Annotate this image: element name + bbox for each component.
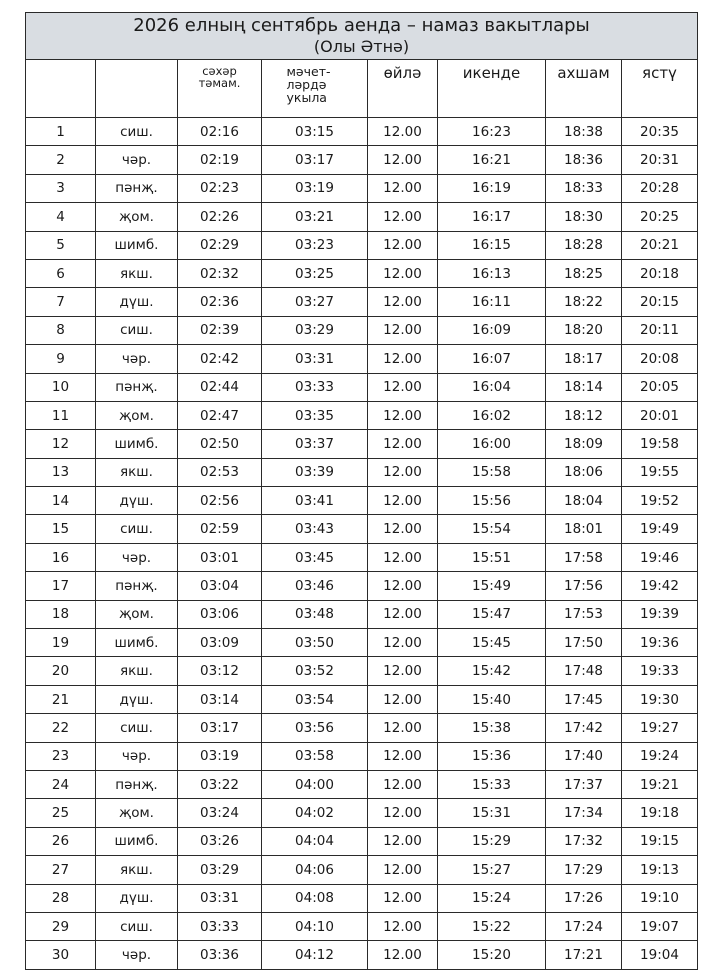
- mosque-cell: 03:15: [262, 118, 368, 146]
- weekday-cell: якш.: [96, 259, 178, 287]
- weekday-cell: сиш.: [96, 912, 178, 940]
- akhsham-cell: 17:40: [546, 742, 622, 770]
- akhsham-cell: 17:29: [546, 856, 622, 884]
- table-row: [26, 231, 698, 259]
- table-title: [26, 13, 698, 60]
- oila-cell: 12.00: [368, 401, 438, 429]
- mosque-cell: 04:04: [262, 827, 368, 855]
- day-cell: 10: [26, 373, 96, 401]
- akhsham-cell: 18:28: [546, 231, 622, 259]
- ikende-cell: 16:17: [438, 203, 546, 231]
- sahar-cell: 02:47: [178, 401, 262, 429]
- day-cell: 19: [26, 629, 96, 657]
- weekday-cell: пәнҗ.: [96, 770, 178, 798]
- table-row: [26, 572, 698, 600]
- yastu-cell: 19:33: [622, 657, 698, 685]
- sahar-cell: 02:16: [178, 118, 262, 146]
- yastu-cell: 20:18: [622, 259, 698, 287]
- oila-cell: 12.00: [368, 288, 438, 316]
- sahar-cell: 02:59: [178, 515, 262, 543]
- oila-cell: 12.00: [368, 146, 438, 174]
- yastu-cell: 20:21: [622, 231, 698, 259]
- weekday-cell: дүш.: [96, 685, 178, 713]
- sahar-cell: 02:39: [178, 316, 262, 344]
- mosque-cell: 03:43: [262, 515, 368, 543]
- ikende-cell: 15:40: [438, 685, 546, 713]
- akhsham-cell: 18:38: [546, 118, 622, 146]
- oila-cell: 12.00: [368, 799, 438, 827]
- day-cell: 21: [26, 685, 96, 713]
- akhsham-cell: 17:48: [546, 657, 622, 685]
- table-row: [26, 288, 698, 316]
- oila-cell: 12.00: [368, 373, 438, 401]
- yastu-cell: 20:05: [622, 373, 698, 401]
- table-body: [26, 118, 698, 970]
- table-row: [26, 770, 698, 798]
- weekday-cell: җом.: [96, 401, 178, 429]
- table-row: [26, 401, 698, 429]
- header-mosque-label: мәчет-ләрдә укыла: [286, 64, 331, 105]
- oila-cell: 12.00: [368, 515, 438, 543]
- ikende-cell: 16:02: [438, 401, 546, 429]
- ikende-cell: 16:13: [438, 259, 546, 287]
- oila-cell: 12.00: [368, 118, 438, 146]
- prayer-times-sheet: [25, 12, 697, 970]
- weekday-cell: сиш.: [96, 515, 178, 543]
- weekday-cell: якш.: [96, 856, 178, 884]
- mosque-cell: 04:12: [262, 941, 368, 969]
- sahar-cell: 02:50: [178, 430, 262, 458]
- oila-cell: 12.00: [368, 487, 438, 515]
- mosque-cell: 03:23: [262, 231, 368, 259]
- ikende-cell: 15:24: [438, 884, 546, 912]
- yastu-cell: 19:21: [622, 770, 698, 798]
- sahar-cell: 03:26: [178, 827, 262, 855]
- table-row: [26, 174, 698, 202]
- mosque-cell: 03:35: [262, 401, 368, 429]
- weekday-cell: җом.: [96, 600, 178, 628]
- akhsham-cell: 17:24: [546, 912, 622, 940]
- mosque-cell: 03:52: [262, 657, 368, 685]
- table-row: [26, 629, 698, 657]
- mosque-cell: 03:37: [262, 430, 368, 458]
- yastu-cell: 19:52: [622, 487, 698, 515]
- sahar-cell: 03:33: [178, 912, 262, 940]
- weekday-cell: сиш.: [96, 316, 178, 344]
- yastu-cell: 19:18: [622, 799, 698, 827]
- weekday-cell: шимб.: [96, 629, 178, 657]
- yastu-cell: 19:39: [622, 600, 698, 628]
- mosque-cell: 03:56: [262, 714, 368, 742]
- mosque-cell: 03:39: [262, 458, 368, 486]
- weekday-cell: пәнҗ.: [96, 572, 178, 600]
- akhsham-cell: 17:34: [546, 799, 622, 827]
- weekday-cell: җом.: [96, 203, 178, 231]
- table-row: [26, 515, 698, 543]
- yastu-cell: 19:07: [622, 912, 698, 940]
- mosque-cell: 03:29: [262, 316, 368, 344]
- ikende-cell: 15:29: [438, 827, 546, 855]
- day-cell: 12: [26, 430, 96, 458]
- mosque-cell: 03:54: [262, 685, 368, 713]
- day-cell: 27: [26, 856, 96, 884]
- table-row: [26, 912, 698, 940]
- yastu-cell: 20:11: [622, 316, 698, 344]
- table-row: [26, 118, 698, 146]
- weekday-cell: җом.: [96, 799, 178, 827]
- oila-cell: 12.00: [368, 941, 438, 969]
- table-row: [26, 799, 698, 827]
- akhsham-cell: 18:12: [546, 401, 622, 429]
- sahar-cell: 03:09: [178, 629, 262, 657]
- akhsham-cell: 18:30: [546, 203, 622, 231]
- oila-cell: 12.00: [368, 259, 438, 287]
- yastu-cell: 19:27: [622, 714, 698, 742]
- ikende-cell: 16:15: [438, 231, 546, 259]
- day-cell: 9: [26, 345, 96, 373]
- weekday-cell: шимб.: [96, 827, 178, 855]
- ikende-cell: 15:49: [438, 572, 546, 600]
- sahar-cell: 03:36: [178, 941, 262, 969]
- weekday-cell: пәнҗ.: [96, 373, 178, 401]
- day-cell: 29: [26, 912, 96, 940]
- mosque-cell: 03:48: [262, 600, 368, 628]
- sahar-cell: 02:44: [178, 373, 262, 401]
- title-line-2: (Олы Әтнә): [313, 37, 410, 56]
- table-row: [26, 203, 698, 231]
- table-row: [26, 685, 698, 713]
- yastu-cell: 19:13: [622, 856, 698, 884]
- weekday-cell: шимб.: [96, 231, 178, 259]
- oila-cell: 12.00: [368, 657, 438, 685]
- day-cell: 4: [26, 203, 96, 231]
- oila-cell: 12.00: [368, 430, 438, 458]
- mosque-cell: 03:50: [262, 629, 368, 657]
- sahar-cell: 02:36: [178, 288, 262, 316]
- ikende-cell: 16:04: [438, 373, 546, 401]
- header-ikende: икенде: [438, 60, 546, 118]
- table-row: [26, 827, 698, 855]
- ikende-cell: 15:27: [438, 856, 546, 884]
- table-row: [26, 856, 698, 884]
- table-row: [26, 345, 698, 373]
- oila-cell: 12.00: [368, 543, 438, 571]
- ikende-cell: 15:31: [438, 799, 546, 827]
- day-cell: 13: [26, 458, 96, 486]
- yastu-cell: 19:58: [622, 430, 698, 458]
- yastu-cell: 19:42: [622, 572, 698, 600]
- day-cell: 1: [26, 118, 96, 146]
- day-cell: 3: [26, 174, 96, 202]
- table-row: [26, 430, 698, 458]
- oila-cell: 12.00: [368, 827, 438, 855]
- oila-cell: 12.00: [368, 714, 438, 742]
- yastu-cell: 20:01: [622, 401, 698, 429]
- weekday-cell: дүш.: [96, 487, 178, 515]
- sahar-cell: 03:12: [178, 657, 262, 685]
- day-cell: 20: [26, 657, 96, 685]
- table-row: [26, 487, 698, 515]
- mosque-cell: 03:27: [262, 288, 368, 316]
- weekday-cell: якш.: [96, 458, 178, 486]
- mosque-cell: 03:31: [262, 345, 368, 373]
- sahar-cell: 03:31: [178, 884, 262, 912]
- header-oila: өйлә: [368, 60, 438, 118]
- akhsham-cell: 18:01: [546, 515, 622, 543]
- yastu-cell: 19:46: [622, 543, 698, 571]
- ikende-cell: 15:36: [438, 742, 546, 770]
- akhsham-cell: 17:32: [546, 827, 622, 855]
- oila-cell: 12.00: [368, 203, 438, 231]
- weekday-cell: чәр.: [96, 543, 178, 571]
- mosque-cell: 03:46: [262, 572, 368, 600]
- day-cell: 25: [26, 799, 96, 827]
- akhsham-cell: 17:45: [546, 685, 622, 713]
- ikende-cell: 15:42: [438, 657, 546, 685]
- day-cell: 24: [26, 770, 96, 798]
- akhsham-cell: 17:21: [546, 941, 622, 969]
- prayer-times-table: [25, 12, 698, 970]
- sahar-cell: 03:24: [178, 799, 262, 827]
- oila-cell: 12.00: [368, 231, 438, 259]
- oila-cell: 12.00: [368, 458, 438, 486]
- mosque-cell: 04:10: [262, 912, 368, 940]
- day-cell: 17: [26, 572, 96, 600]
- table-row: [26, 458, 698, 486]
- akhsham-cell: 17:26: [546, 884, 622, 912]
- mosque-cell: 03:19: [262, 174, 368, 202]
- sahar-cell: 02:29: [178, 231, 262, 259]
- mosque-cell: 04:06: [262, 856, 368, 884]
- weekday-cell: чәр.: [96, 345, 178, 373]
- day-cell: 7: [26, 288, 96, 316]
- column-header-row: [26, 60, 698, 118]
- akhsham-cell: 17:56: [546, 572, 622, 600]
- mosque-cell: 03:58: [262, 742, 368, 770]
- weekday-cell: сиш.: [96, 714, 178, 742]
- akhsham-cell: 18:20: [546, 316, 622, 344]
- sahar-cell: 02:23: [178, 174, 262, 202]
- sahar-cell: 02:19: [178, 146, 262, 174]
- table-row: [26, 742, 698, 770]
- weekday-cell: сиш.: [96, 118, 178, 146]
- oila-cell: 12.00: [368, 884, 438, 912]
- mosque-cell: 03:21: [262, 203, 368, 231]
- day-cell: 11: [26, 401, 96, 429]
- table-row: [26, 259, 698, 287]
- akhsham-cell: 17:53: [546, 600, 622, 628]
- ikende-cell: 16:21: [438, 146, 546, 174]
- sahar-cell: 02:56: [178, 487, 262, 515]
- akhsham-cell: 18:17: [546, 345, 622, 373]
- akhsham-cell: 18:36: [546, 146, 622, 174]
- ikende-cell: 15:58: [438, 458, 546, 486]
- weekday-cell: дүш.: [96, 288, 178, 316]
- ikende-cell: 16:19: [438, 174, 546, 202]
- title-line-1: 2026 елның сентябрь аенда – намаз вакытлары: [133, 15, 590, 36]
- day-cell: 22: [26, 714, 96, 742]
- sahar-cell: 03:29: [178, 856, 262, 884]
- mosque-cell: 03:41: [262, 487, 368, 515]
- mosque-cell: 04:08: [262, 884, 368, 912]
- oila-cell: 12.00: [368, 856, 438, 884]
- table-row: [26, 373, 698, 401]
- yastu-cell: 19:24: [622, 742, 698, 770]
- akhsham-cell: 18:04: [546, 487, 622, 515]
- sahar-cell: 03:01: [178, 543, 262, 571]
- akhsham-cell: 17:58: [546, 543, 622, 571]
- akhsham-cell: 17:37: [546, 770, 622, 798]
- yastu-cell: 19:30: [622, 685, 698, 713]
- table-row: [26, 714, 698, 742]
- weekday-cell: шимб.: [96, 430, 178, 458]
- day-cell: 5: [26, 231, 96, 259]
- sahar-cell: 03:17: [178, 714, 262, 742]
- akhsham-cell: 18:06: [546, 458, 622, 486]
- yastu-cell: 20:31: [622, 146, 698, 174]
- table-row: [26, 941, 698, 969]
- table-row: [26, 657, 698, 685]
- yastu-cell: 19:04: [622, 941, 698, 969]
- weekday-cell: дүш.: [96, 884, 178, 912]
- ikende-cell: 15:54: [438, 515, 546, 543]
- header-day: [26, 60, 96, 118]
- header-yastu: ястү: [622, 60, 698, 118]
- day-cell: 8: [26, 316, 96, 344]
- ikende-cell: 15:51: [438, 543, 546, 571]
- yastu-cell: 19:49: [622, 515, 698, 543]
- yastu-cell: 20:28: [622, 174, 698, 202]
- yastu-cell: 20:15: [622, 288, 698, 316]
- day-cell: 15: [26, 515, 96, 543]
- oila-cell: 12.00: [368, 345, 438, 373]
- oila-cell: 12.00: [368, 174, 438, 202]
- header-mosque: [262, 60, 368, 118]
- mosque-cell: 03:45: [262, 543, 368, 571]
- header-sahar: [178, 60, 262, 118]
- day-cell: 28: [26, 884, 96, 912]
- mosque-cell: 03:33: [262, 373, 368, 401]
- oila-cell: 12.00: [368, 770, 438, 798]
- mosque-cell: 03:17: [262, 146, 368, 174]
- akhsham-cell: 18:09: [546, 430, 622, 458]
- day-cell: 14: [26, 487, 96, 515]
- table-row: [26, 146, 698, 174]
- header-akhsham: ахшам: [546, 60, 622, 118]
- sahar-cell: 02:42: [178, 345, 262, 373]
- table-row: [26, 316, 698, 344]
- weekday-cell: чәр.: [96, 941, 178, 969]
- sahar-cell: 02:53: [178, 458, 262, 486]
- oila-cell: 12.00: [368, 912, 438, 940]
- yastu-cell: 19:15: [622, 827, 698, 855]
- akhsham-cell: 17:50: [546, 629, 622, 657]
- yastu-cell: 19:10: [622, 884, 698, 912]
- table-row: [26, 543, 698, 571]
- ikende-cell: 16:23: [438, 118, 546, 146]
- header-weekday: [96, 60, 178, 118]
- oila-cell: 12.00: [368, 600, 438, 628]
- ikende-cell: 15:45: [438, 629, 546, 657]
- mosque-cell: 04:00: [262, 770, 368, 798]
- sahar-cell: 03:22: [178, 770, 262, 798]
- oila-cell: 12.00: [368, 685, 438, 713]
- title-row: [26, 13, 698, 60]
- weekday-cell: чәр.: [96, 742, 178, 770]
- day-cell: 18: [26, 600, 96, 628]
- ikende-cell: 15:22: [438, 912, 546, 940]
- ikende-cell: 16:00: [438, 430, 546, 458]
- ikende-cell: 15:47: [438, 600, 546, 628]
- yastu-cell: 19:36: [622, 629, 698, 657]
- akhsham-cell: 18:25: [546, 259, 622, 287]
- ikende-cell: 15:20: [438, 941, 546, 969]
- ikende-cell: 16:07: [438, 345, 546, 373]
- sahar-cell: 03:14: [178, 685, 262, 713]
- day-cell: 16: [26, 543, 96, 571]
- yastu-cell: 20:08: [622, 345, 698, 373]
- oila-cell: 12.00: [368, 316, 438, 344]
- ikende-cell: 15:33: [438, 770, 546, 798]
- oila-cell: 12.00: [368, 629, 438, 657]
- akhsham-cell: 18:33: [546, 174, 622, 202]
- day-cell: 30: [26, 941, 96, 969]
- day-cell: 23: [26, 742, 96, 770]
- oila-cell: 12.00: [368, 742, 438, 770]
- sahar-cell: 02:26: [178, 203, 262, 231]
- ikende-cell: 16:09: [438, 316, 546, 344]
- oila-cell: 12.00: [368, 572, 438, 600]
- table-row: [26, 884, 698, 912]
- ikende-cell: 16:11: [438, 288, 546, 316]
- akhsham-cell: 17:42: [546, 714, 622, 742]
- sahar-cell: 03:06: [178, 600, 262, 628]
- sahar-cell: 03:04: [178, 572, 262, 600]
- day-cell: 26: [26, 827, 96, 855]
- mosque-cell: 04:02: [262, 799, 368, 827]
- sahar-cell: 03:19: [178, 742, 262, 770]
- yastu-cell: 20:25: [622, 203, 698, 231]
- table-row: [26, 600, 698, 628]
- weekday-cell: пәнҗ.: [96, 174, 178, 202]
- akhsham-cell: 18:22: [546, 288, 622, 316]
- weekday-cell: якш.: [96, 657, 178, 685]
- day-cell: 6: [26, 259, 96, 287]
- sahar-cell: 02:32: [178, 259, 262, 287]
- yastu-cell: 20:35: [622, 118, 698, 146]
- ikende-cell: 15:38: [438, 714, 546, 742]
- header-sahar-label: сәхәр тәмам.: [198, 64, 241, 90]
- mosque-cell: 03:25: [262, 259, 368, 287]
- akhsham-cell: 18:14: [546, 373, 622, 401]
- day-cell: 2: [26, 146, 96, 174]
- yastu-cell: 19:55: [622, 458, 698, 486]
- ikende-cell: 15:56: [438, 487, 546, 515]
- weekday-cell: чәр.: [96, 146, 178, 174]
